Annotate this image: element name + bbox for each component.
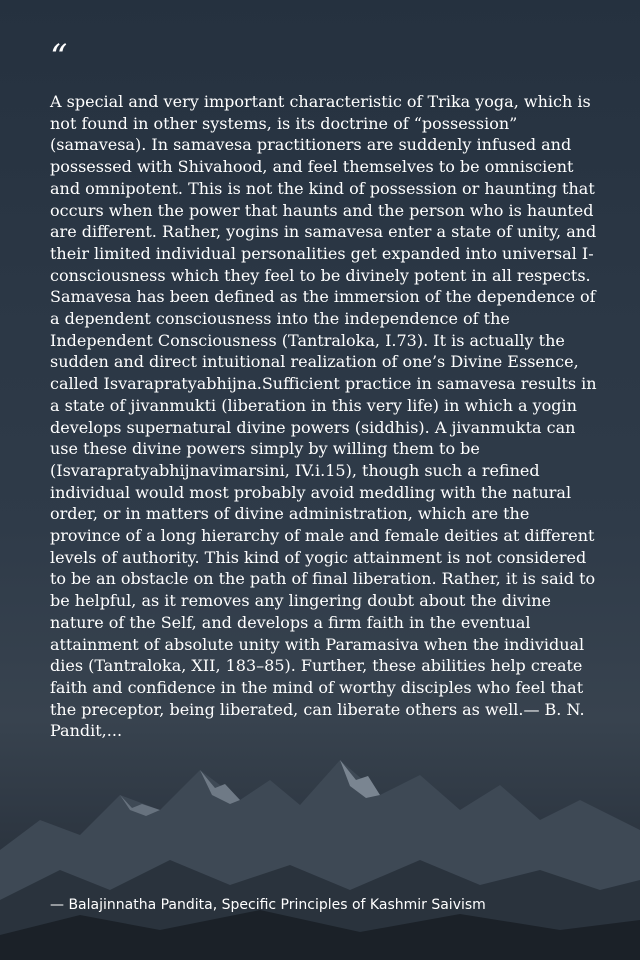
quote-attribution: — Balajinnatha Pandita, Specific Principles of Kashmir Saivism: [50, 897, 486, 913]
quote-mark-icon: “: [50, 37, 68, 77]
quote-text: A special and very important characteristic of Trika yoga, which is not found in other systems, is its doctrine of “possession” (samavesa). In samavesa practitioners are suddenly infused and possessed with Shivahood, and feel themselves to be omniscient and omnipotent. This is not the kind of possession or haunting that occurs when the power that haunts and the person who is haunted are different. Rather, yogins in samavesa enter a state of unity, and their limited individual personalities get expanded into universal I-consciousness which they feel to be divinely potent in all respects. Samavesa has been defined as the immersion of the dependence of a dependent consciousness into the independence of the Independent Consciousness (Tantraloka, I.73). It is actually the sudden and direct intuitional realization of one’s Divine Essence, called Isvarapratyabhijna.Sufficient practice in samavesa results in a state of jivanmukti (liberation in this very life) in which a yogin develops supernatural divine powers (siddhis). A jivanmukta can use these divine powers simply by willing them to be (Isvarapratyabhijnavimarsini, IV.i.15), though such a refined individual would most probably avoid meddling with the natural order, or in matters of divine administration, which are the province of a long hierarchy of male and female deities at different levels of authority. This kind of yogic attainment is not considered to be an obstacle on the path of final liberation. Rather, it is said to be helpful, as it removes any lingering doubt about the divine nature of the Self, and develops a firm faith in the eventual attainment of absolute unity with Paramasiva when the individual dies (Tantraloka, XII, 183–85). Further, these abilities help create faith and confidence in the mind of worthy disciples who feel that the preceptor, being liberated, can liberate others as well.— B. N. Pandit,...: [50, 92, 597, 741]
